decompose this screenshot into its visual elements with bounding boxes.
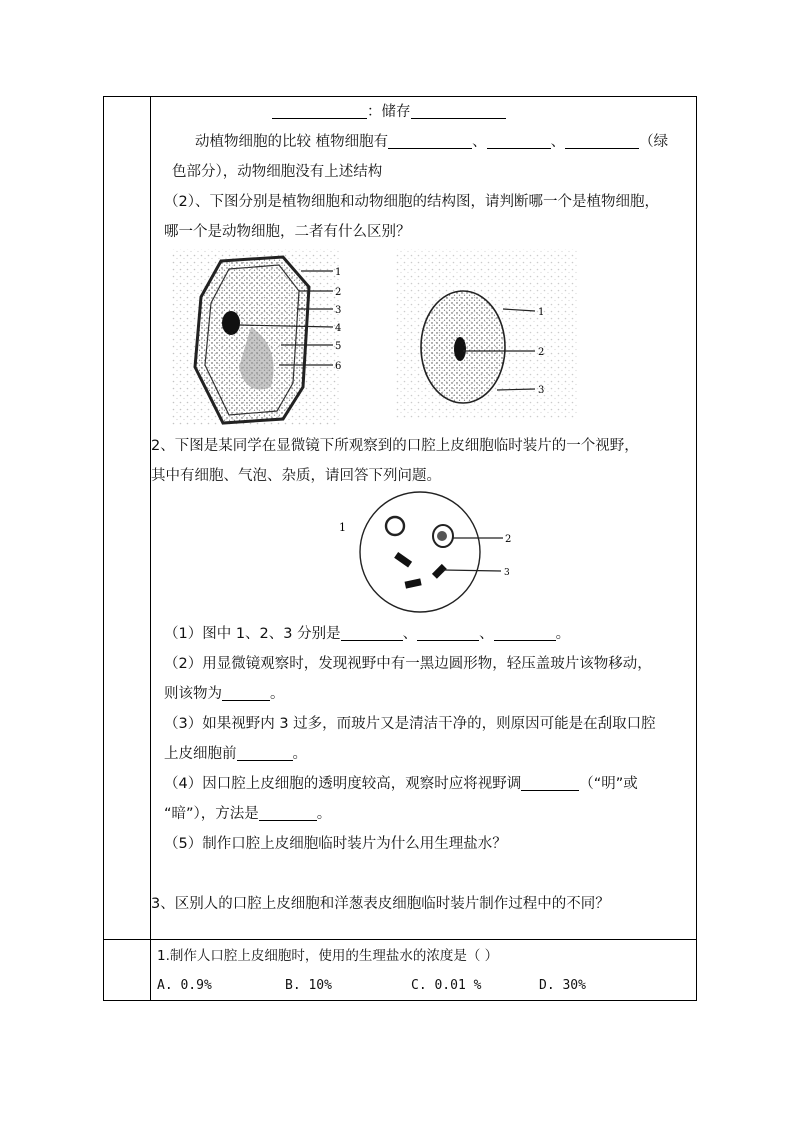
- blank-reason: [237, 742, 293, 761]
- period: 。: [270, 686, 285, 702]
- impurity-2: [405, 578, 422, 588]
- option-b[interactable]: B. 10%: [285, 978, 332, 993]
- blank-label-3: [494, 622, 556, 641]
- main-content-cell: [151, 97, 689, 919]
- field-label-3: 3: [504, 568, 510, 578]
- plant-label-4: 4: [335, 323, 342, 334]
- plant-label-3: 3: [335, 305, 342, 316]
- blank-method: [259, 802, 317, 821]
- compare-lead: 动植物细胞的比较 植物细胞有: [195, 134, 389, 150]
- sub3-line-1: [151, 709, 689, 739]
- sub4-text-1-end: （“明”或: [579, 776, 638, 792]
- sub4-line-2: [151, 799, 689, 829]
- q2-text-2: 哪一个是动物细胞，二者有什么区别？: [164, 224, 411, 240]
- sub5-line: [151, 829, 689, 859]
- blank-object: [222, 682, 270, 701]
- field-label-2: 2: [505, 534, 512, 545]
- compare-line: [151, 127, 689, 157]
- microscope-field-svg: [151, 491, 689, 619]
- field-of-view-circle: [360, 492, 480, 612]
- colon: ：: [367, 104, 382, 120]
- sub4-text-1: （4）因口腔上皮细胞的透明度较高，观察时应将视野调: [164, 776, 522, 792]
- animal-label-2: 2: [538, 347, 545, 358]
- sub4-text-2: “暗”），方法是: [164, 806, 259, 822]
- item2-line-1: [151, 431, 689, 461]
- blank-storage: [411, 100, 506, 119]
- storage-label: 储存: [381, 104, 411, 120]
- blank-brightness: [521, 772, 579, 791]
- compare-line-2: [151, 157, 689, 187]
- impurity-3: [432, 564, 447, 579]
- item2-text-2: 其中有细胞、气泡、杂质，请回答下列问题。: [151, 468, 441, 484]
- sub2-line-2: [151, 679, 689, 709]
- period: 。: [316, 806, 332, 822]
- air-bubble: [386, 517, 404, 535]
- sub3-text-2: 上皮细胞前: [164, 746, 237, 762]
- animal-label-1: 1: [538, 307, 545, 318]
- period: 。: [292, 746, 307, 762]
- sub3-text-1: （3）如果视野内 3 过多，而玻片又是清洁干净的，则原因可能是在刮取口腔: [164, 716, 656, 732]
- plant-label-2: 2: [335, 287, 342, 298]
- answer-space: [151, 859, 689, 889]
- plant-cell-diagram: [171, 249, 341, 425]
- blank-before-storage: [272, 100, 367, 119]
- table-row-divider: [103, 939, 697, 940]
- q2-line-1: [151, 187, 689, 217]
- separator: 、: [479, 626, 494, 642]
- table-border-bottom: [103, 1000, 697, 1001]
- compare-continuation: 色部分），动物细胞没有上述结构: [172, 164, 383, 180]
- item2-text-1: 2、下图是某同学在显微镜下所观察到的口腔上皮细胞临时装片的一个视野，: [151, 438, 639, 454]
- option-a[interactable]: A. 0.9%: [157, 978, 212, 993]
- sub4-line-1: [151, 769, 689, 799]
- q2-line-2: [151, 217, 689, 247]
- quiz-question: [157, 942, 687, 971]
- quiz-question-text: 1.制作人口腔上皮细胞时，使用的生理盐水的浓度是（ ）: [157, 948, 499, 964]
- field-label-1: 1: [339, 521, 346, 534]
- quiz-options: [157, 971, 687, 1000]
- sub2-text-1: （2）用显微镜观察时，发现视野中有一黑边圆形物，轻压盖玻片该物移动，: [164, 656, 652, 672]
- table-border-left: [103, 96, 104, 1001]
- blank-plant-structure-2: [487, 130, 551, 149]
- sub2-line-1: [151, 649, 689, 679]
- sub1-line: [151, 619, 689, 649]
- animal-cell-diagram: [396, 249, 578, 419]
- separator: 、: [472, 134, 487, 150]
- blank-plant-structure-1: [388, 130, 472, 149]
- table-border-right: [696, 96, 697, 1001]
- period: 。: [555, 626, 571, 642]
- option-c[interactable]: C. 0.01 %: [411, 978, 482, 993]
- quiz-cell: [157, 942, 687, 1000]
- plant-label-1: 1: [335, 267, 342, 278]
- sub3-line-2: [151, 739, 689, 769]
- item3-text: 3、区别人的口腔上皮细胞和洋葱表皮细胞临时装片制作过程中的不同？: [151, 896, 610, 912]
- item2-line-2: [151, 461, 689, 491]
- sub5-text: （5）制作口腔上皮细胞临时装片为什么用生理盐水？: [164, 836, 507, 852]
- separator: 、: [550, 134, 566, 150]
- q2-text-1: （2）、下图分别是植物细胞和动物细胞的结构图，请判断哪一个是植物细胞，: [164, 194, 659, 210]
- option-d[interactable]: D. 30%: [539, 978, 586, 993]
- impurity-1: [394, 552, 412, 567]
- blank-label-1: [341, 622, 403, 641]
- blank-label-2: [417, 622, 479, 641]
- cell-diagrams-svg: [151, 247, 689, 431]
- item3-line: [151, 889, 689, 919]
- sub1-text: （1）图中 1、2、3 分别是: [164, 626, 341, 642]
- microscope-field-diagram: [151, 491, 689, 619]
- plant-label-5: 5: [335, 341, 342, 352]
- compare-tail: （绿: [639, 134, 669, 150]
- sub2-text-2: 则该物为: [164, 686, 222, 702]
- plant-label-6: 6: [335, 361, 342, 372]
- cell-diagrams: [151, 247, 689, 431]
- storage-line: [151, 97, 689, 127]
- animal-label-3: 3: [538, 385, 545, 396]
- separator: 、: [402, 626, 418, 642]
- blank-plant-structure-3: [565, 130, 639, 149]
